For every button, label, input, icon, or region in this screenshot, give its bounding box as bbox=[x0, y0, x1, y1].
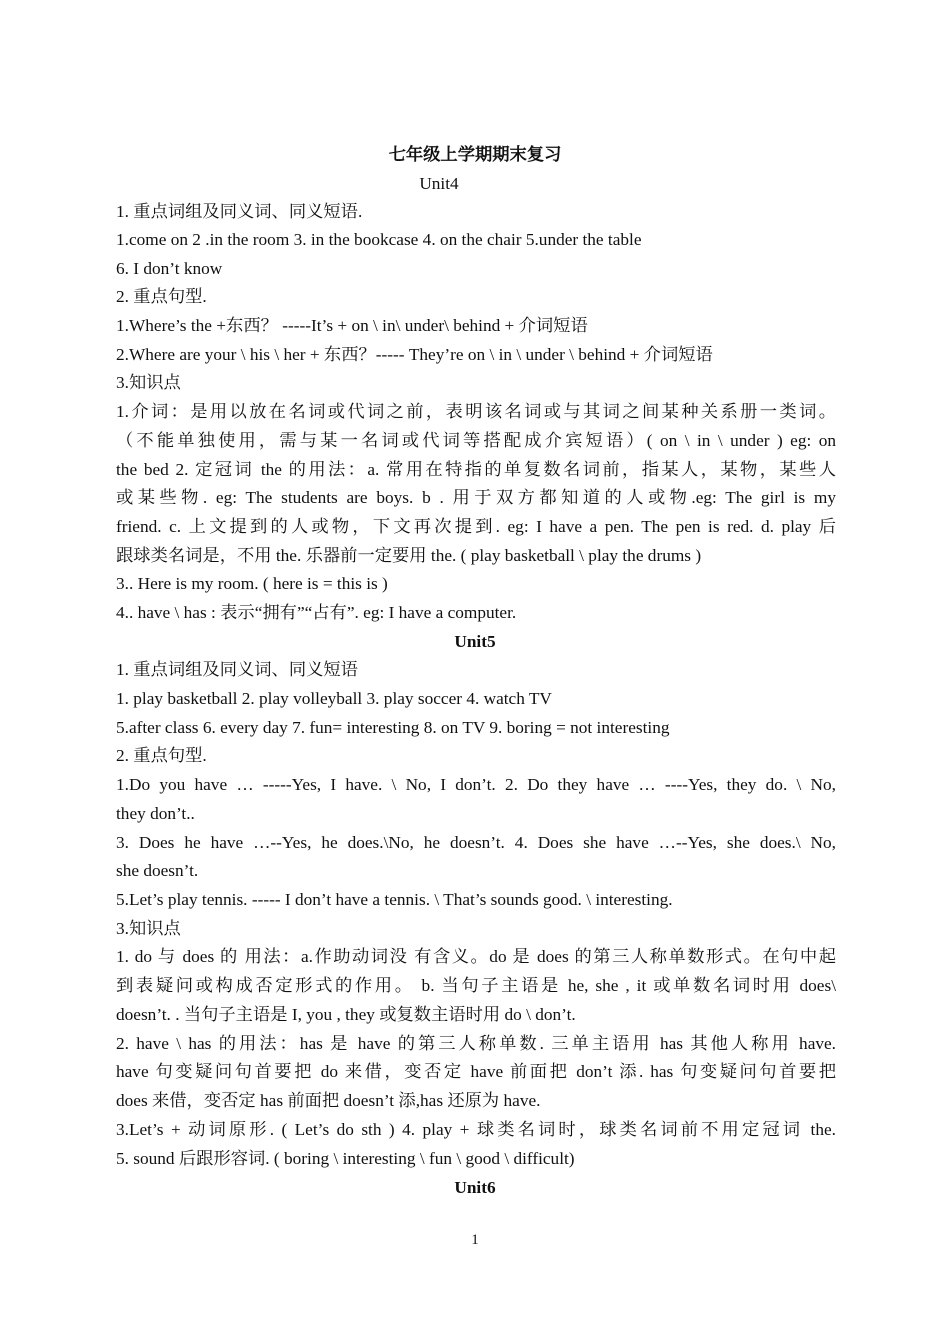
unit4-line: 跟球类名词是，不用 the. 乐器前一定要用 the. ( play basketball \ play the drums ) bbox=[116, 546, 702, 565]
unit4-line: the bed 2. 定冠词 the 的用法：a. 常用在特指的单复数名词前，指某人，某物，某些人 bbox=[116, 460, 836, 479]
unit4-line: 4.. have \ has : 表示“拥有”“占有”. eg: I have a computer. bbox=[116, 603, 517, 622]
unit5-line: 3. Does he have …--Yes, he does.\No, he doesn’t. 4. Does she have …--Yes, she does.\ No, bbox=[116, 833, 836, 852]
unit4-line: 或某些物. eg: The students are boys. b . 用于双方都知道的人或物.eg: The girl is my bbox=[116, 488, 836, 507]
unit4-line: 2. 重点句型. bbox=[116, 287, 207, 306]
unit5-line: does 来借，变否定 has 前面把 doesn’t 添,has 还原为 have. bbox=[116, 1091, 541, 1110]
unit4-line: 6. I don’t know bbox=[116, 259, 223, 278]
unit4-line: （不能单独使用，需与某一名词或代词等搭配成介宾短语）( on \ in \ under ) eg: on bbox=[116, 431, 836, 450]
unit5-line: 到表疑问或构成否定形式的作用。 b. 当句子主语是 he, she , it 或单数名词时用 does\ bbox=[116, 976, 836, 995]
unit5-line: 5. sound 后跟形容词. ( boring \ interesting \ fun \ good \ difficult) bbox=[116, 1149, 575, 1168]
unit5-line: 1. do 与 does 的 用法：a.作助动词没 有含义。do 是 does 的第三人称单数形式。在句中起 bbox=[116, 947, 836, 966]
unit5-line: 2. have \ has 的用法：has 是 have 的第三人称单数. 三单主语用 has 其他人称用 have. bbox=[116, 1034, 836, 1053]
unit4-heading-text: Unit4 bbox=[419, 174, 459, 193]
unit4-line: 1.Where’s the +东西？ -----It’s + on \ in\ under\ behind + 介词短语 bbox=[116, 316, 588, 335]
unit4-line: 1.介词：是用以放在名词或代词之前，表明该名词或与其词之间某种关系册一类词。 bbox=[116, 402, 836, 421]
unit4-line: 1.come on 2 .in the room 3. in the bookcase 4. on the chair 5.under the table bbox=[116, 230, 642, 249]
unit4-line: 3.知识点 bbox=[116, 373, 181, 392]
unit4-line: 1. 重点词组及同义词、同义短语. bbox=[116, 202, 363, 221]
unit4-line: 2.Where are your \ his \ her + 东西？----- They’re on \ in \ under \ behind + 介词短语 bbox=[116, 345, 713, 364]
unit5-line: they don’t.. bbox=[116, 804, 195, 823]
unit4-line: friend. c. 上文提到的人或物，下文再次提到. eg: I have a pen. The pen is red. d. play 后 bbox=[116, 517, 836, 536]
unit5-line: 1. play basketball 2. play volleyball 3. play soccer 4. watch TV bbox=[116, 689, 552, 708]
unit6-heading: Unit6 bbox=[454, 1178, 496, 1197]
unit5-line: 3.知识点 bbox=[116, 919, 181, 938]
unit5-line: 5.after class 6. every day 7. fun= interesting 8. on TV 9. boring = not interesting bbox=[116, 718, 670, 737]
unit5-heading: Unit5 bbox=[454, 632, 496, 651]
unit5-line: have 句变疑问句首要把 do 来借，变否定 have 前面把 don’t 添. has 句变疑问句首要把 bbox=[116, 1062, 836, 1081]
page-title: 七年级上学期期末复习 bbox=[388, 145, 562, 164]
page-number: 1 bbox=[471, 1232, 479, 1248]
unit5-line: she doesn’t. bbox=[116, 861, 199, 880]
unit5-line: 1. 重点词组及同义词、同义短语 bbox=[116, 660, 358, 679]
unit4-heading bbox=[0, 170, 950, 198]
unit5-line: doesn’t. . 当句子主语是 I, you , they 或复数主语时用 do \ don’t. bbox=[116, 1005, 576, 1024]
unit5-line: 3.Let’s + 动词原形. ( Let’s do sth ) 4. play + 球类名词时，球类名词前不用定冠词 the. bbox=[116, 1120, 836, 1139]
unit4-line: 3.. Here is my room. ( here is = this is ) bbox=[116, 574, 388, 593]
unit5-line: 1.Do you have … -----Yes, I have. \ No, I don’t. 2. Do they have … ----Yes, they do. \ No, bbox=[116, 775, 836, 794]
unit5-line: 2. 重点句型. bbox=[116, 746, 207, 765]
unit5-line: 5.Let’s play tennis. ----- I don’t have a tennis. \ That’s sounds good. \ interesting. bbox=[116, 890, 673, 909]
